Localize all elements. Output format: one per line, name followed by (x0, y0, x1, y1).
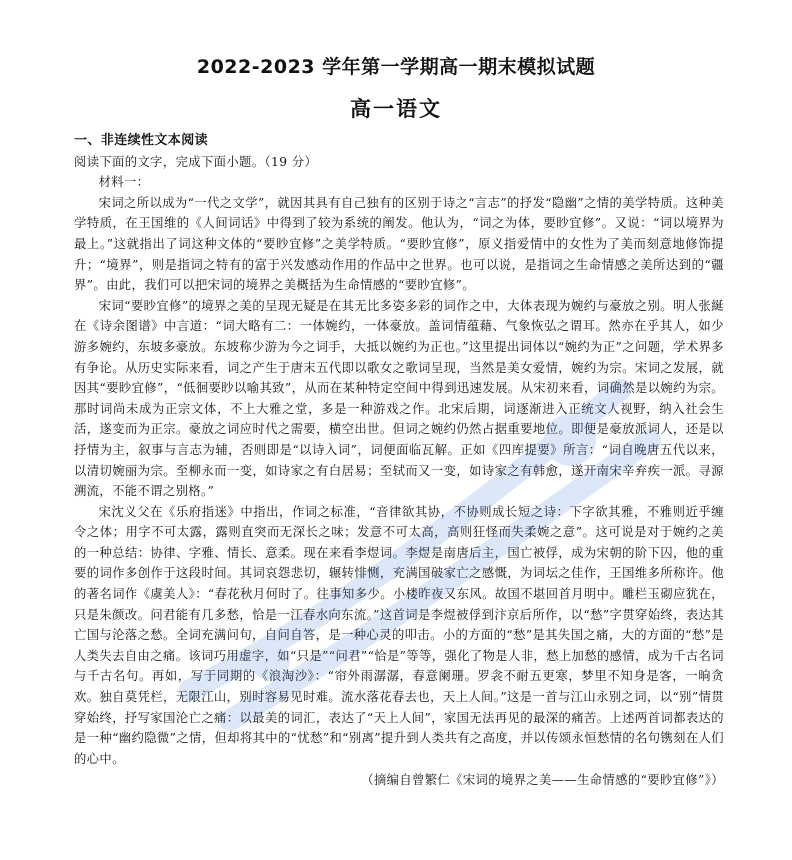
material-label: 材料一： (98, 175, 150, 190)
reading-section (74, 131, 724, 791)
source-citation: （摘编自曾繁仁《宋词的境界之美——生命情感的“要眇宜修”》） (361, 773, 724, 788)
paragraph: 宋沈义父在《乐府指迷》中指出，作词之标准，“音律欲其协，不协则成长短之诗：下字欲其雅，不雅则近乎缠令之体；用字不可太露，露则直突而无深长之味；发意不可太高，高则狂怪而失柔婉之意”。这可说是对于婉约之美的一种总结：协律、字雅、情长、意柔。现在来看李煜词。李煜是南唐后主，国亡被俘，成为宋朝的阶下囚，他的重要的词作多创作于这段时间。其词哀怨悲切，辗转悱恻，充满国破家亡之感慨，为词坛之佳作，王国维多所称许。他的著名词作《虞美人》：“春花秋月何时了。往事知多少。小楼昨夜又东风。故国不堪回首月明中。雕栏玉砌应犹在，只是朱颜改。问君能有几多愁，恰是一江春水向东流。”这首词是李煜被俘到汴京后所作，以“愁”字贯穿始终，表达其亡国与沦落之愁。全词充满问句，自问自答，是一种心灵的叩击。小的方面的“愁”是其失国之痛，大的方面的“愁”是人类失去自由之痛。该词巧用虚字，如“只是”“问君”“恰是”等等，强化了物是人非，愁上加愁的感情，成为千古名词与千古名句。再如，写于同期的《浪淘沙》：“帘外雨潺潺，春意阑珊。罗衾不耐五更寒，梦里不知身是客，一晌贪欢。独自莫凭栏，无限江山，别时容易见时难。流水落花春去也，天上人间。”这是一首与江山永别之词，以“别”情贯穿始终，抒写家国沦亡之痛：以最美的词汇，表达了“天上人间”，家国无法再见的最深的痛苦。上述两首词都表达的是一种“幽约隐微”之情，但却将其中的“忧愁”和“别离”提升到人类共有之高度，并以传颂永恒愁情的名句镌刻在人们的心中。 (74, 504, 724, 766)
section-heading: 一、非连续性文本阅读 (74, 133, 209, 148)
paragraph: 宋词“要眇宜修”的境界之美的呈现无疑是在其无比多姿多彩的词作之中，大体表现为婉约与豪放之别。明人张綖在《诗余图谱》中言道：“词大略有二：一体婉约，一体豪放。盖词情蕴藉、气象恢弘之谓耳。然亦在乎其人，如少游多婉约，东坡多豪放。东坡称少游为今之词手，大抵以婉约为正也。”这里提出词体以“婉约为正”之问题，学术界多有争论。从历史实际来看，词之产生于唐末五代即以歌女之歌词呈现，当然是美女爱情，婉约为宗。宋词之发展，就因其“要眇宜修”，“低徊要眇以喻其致”，从而在某种特定空间中得到迅速发展。从宋初来看，词确然是以婉约为宗。那时词尚未成为正宗文体，不上大雅之堂，多是一种游戏之作。北宋后期，词逐渐进入正统文人视野，纳入社会生活，遂变而为正宗。豪放之词应时代之需要，横空出世。但词之婉约仍然占据重要地位。即便是豪放派词人，还是以抒情为主，叙事与言志为辅，否则即是“以诗入词”，词便面临瓦解。正如《四库提要》所言：“词自晚唐五代以来，以清切婉丽为宗。至柳永而一变，如诗家之有白居易；至轼而又一变，如诗家之有韩愈，遂开南宋辛弃疾一派。寻源溯流，不能不谓之别格。” (74, 298, 724, 499)
subject-title: 高一语文 (350, 97, 442, 121)
section-instruction: 阅读下面的文字，完成下面小题。（19 分） (74, 154, 318, 169)
paragraph: 宋词之所以成为“一代之文学”，就因其具有自己独有的区别于诗之“言志”的抒发“隐幽”之情的美学特质。这种美学特质，在王国维的《人间词话》中得到了较为系统的阐发。他认为，“词之为体，要眇宜修”。又说：“词以境界为最上。”这就指出了词这种文体的“要眇宜修”之美学特质。“要眇宜修”，原义指爱情中的女性为了美而刻意地修饰提升；“境界”，则是指词之特有的富于兴发感动作用的作品中之世界。也可以说，是指词之生命情感之美所达到的“疆界”。由此，我们可以把宋词的境界之美概括为生命情感的“要眇宜修”。 (74, 195, 724, 293)
exam-title: 2022-2023 学年第一学期高一期末模拟试题 (196, 56, 596, 78)
